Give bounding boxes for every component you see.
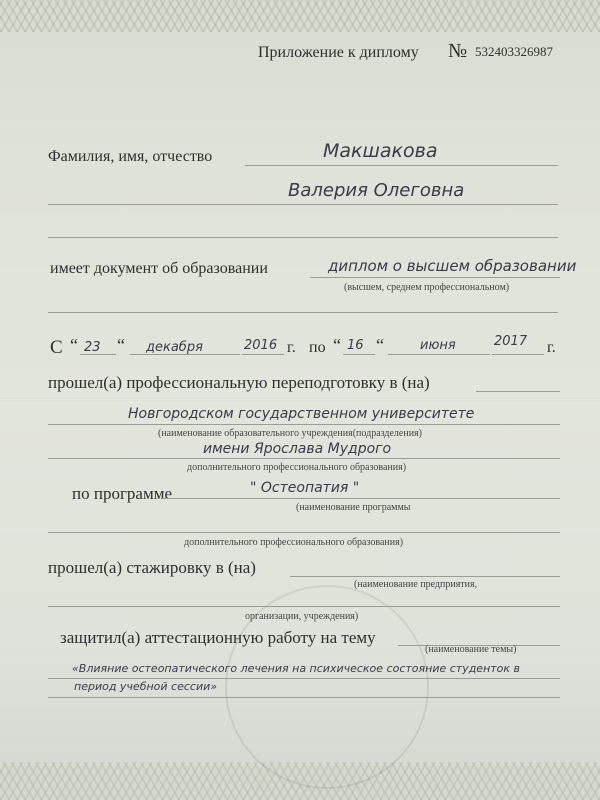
name-line-1: [245, 165, 558, 166]
name-label: Фамилия, имя, отчество: [48, 148, 213, 165]
retraining-label: прошел(а) профессиональную переподготовку в (на): [48, 373, 430, 392]
number-sign: №: [448, 40, 468, 62]
from-month-line: [130, 354, 240, 355]
from-day: 23: [84, 340, 101, 355]
quote-4: “: [376, 335, 384, 355]
institution-hint-2: дополнительного профессионального образования): [187, 462, 407, 473]
institution-line-1: Новгородском государственном университете: [128, 406, 475, 422]
internship-line-1: [290, 576, 560, 577]
to-year-line: [492, 354, 544, 355]
given-name-value: Валерия Олеговна: [288, 180, 465, 201]
quote-3: “: [333, 335, 341, 355]
thesis-hint: (наименование темы): [425, 644, 517, 655]
internship-label: прошел(а) стажировку в (на): [48, 558, 256, 577]
from-year-line: [242, 354, 284, 355]
quote-2: “: [117, 335, 125, 355]
retraining-line-2: [48, 458, 560, 459]
institution-line-2: имени Ярослава Мудрого: [203, 441, 392, 457]
program-line-2: [48, 532, 560, 533]
name-line-3: [48, 237, 558, 238]
name-line-2: [48, 204, 558, 205]
thesis-underline-2: [48, 697, 560, 698]
institution-hint-1: (наименование образовательного учреждения(подразделения): [158, 428, 422, 439]
decorative-top-border: [0, 0, 600, 32]
thesis-line-2: период учебной сессии»: [74, 680, 218, 693]
education-value: диплом о высшем образовании: [328, 257, 577, 275]
to-month: июня: [420, 338, 456, 353]
program-value: " Остеопатия ": [250, 480, 360, 496]
from-year: 2016: [244, 338, 278, 353]
program-line: [162, 498, 560, 499]
program-hint-1: (наименование программы: [296, 502, 411, 513]
education-hint: (высшем, среднем профессиональном): [344, 282, 510, 293]
to-year: 2017: [494, 334, 528, 349]
education-line: [310, 277, 560, 278]
program-hint-2: дополнительного профессионального образования): [184, 537, 404, 548]
program-label: по программе: [72, 484, 173, 503]
to-day: 16: [347, 338, 364, 353]
year-abbr-1: г.: [287, 339, 296, 356]
period-prefix: С: [50, 337, 63, 358]
year-abbr-2: г.: [547, 339, 556, 356]
document-number: 532403326987: [475, 44, 553, 59]
quote-1: “: [70, 335, 78, 355]
paper-fold: [0, 398, 600, 401]
internship-hint-2: организации, учреждения): [245, 611, 359, 622]
thesis-underline-1: [48, 678, 560, 679]
thesis-line-1: «Влияние остеопатического лечения на психическое состояние студенток в: [72, 662, 521, 675]
to-day-line: [343, 354, 375, 355]
to-month-line: [388, 354, 490, 355]
retraining-line-0: [476, 391, 560, 392]
internship-hint-1: (наименование предприятия,: [354, 579, 478, 590]
from-day-line: [80, 354, 116, 355]
education-line-2: [48, 312, 558, 313]
to-word: по: [309, 339, 326, 356]
thesis-label: защитил(а) аттестационную работу на тему: [60, 628, 376, 647]
retraining-line-1: [48, 424, 560, 425]
surname-value: Макшакова: [323, 140, 438, 162]
internship-line-2: [48, 606, 560, 607]
from-month: декабря: [146, 340, 203, 355]
education-label: имеет документ об образовании: [50, 260, 268, 277]
document-title: Приложение к диплому: [258, 44, 419, 61]
